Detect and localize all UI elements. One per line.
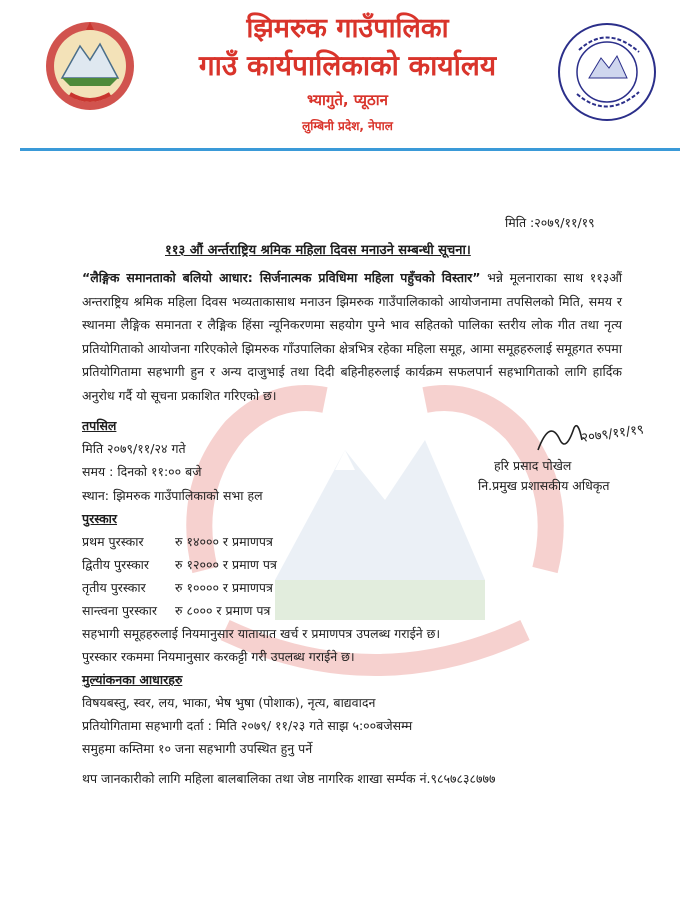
contact-info: थप जानकारीको लागि महिला बालबालिका तथा जेष्ठ नागरिक शाखा सर्म्पक नं.९८५७८३८७७७ <box>82 771 496 786</box>
notice-subject: ११३ औं अर्न्तराष्ट्रिय श्रमिक महिला दिवस मनाउने सम्बन्धी सूचना। <box>165 243 471 258</box>
prize-label: तृतीय पुरस्कार <box>82 580 146 595</box>
office-address: भ्यागुते, प्यूठान <box>307 91 388 109</box>
municipality-seal-icon <box>555 20 659 124</box>
details-heading: तपसिल <box>82 418 117 433</box>
prize-label: सान्त्वना पुरस्कार <box>82 603 157 618</box>
office-title-line2: गाउँ कार्यपालिकाको कार्यालय <box>198 49 497 82</box>
prize-note-tax: पुरस्कार रकममा नियमानुसार करकट्टी गरी उपलब्ध गराईने छ। <box>82 649 355 664</box>
signatory-name: हरि प्रसाद पोखेल <box>494 458 572 473</box>
prize-note-transport: सहभागी समूहहरुलाई नियमानुसार यातायात खर्च र प्रमाणपत्र उपलब्ध गराईने छ। <box>82 626 441 641</box>
prize-label: प्रथम पुरस्कार <box>82 534 144 549</box>
registration-deadline: प्रतियोगितामा सहभागी दर्ता : मिति २०७९/ ११/२३ गते साझ ५:००बजेसम्म <box>82 718 413 733</box>
prize-value: रु १०००० र प्रमाणपत्र <box>175 580 273 595</box>
office-title-line1: झिमरुक गाउँपालिका <box>246 13 449 44</box>
signatory-designation: नि.प्रमुख प्रशासकीय अधिकृत <box>478 478 610 493</box>
notice-date: मिति :२०७९/११/१९ <box>505 215 595 230</box>
signature-icon <box>530 410 660 460</box>
minimum-participants: समुहमा कम्तिमा १० जना सहभागी उपस्थित हुनु पर्ने <box>82 741 313 756</box>
prizes-heading: पुरस्कार <box>82 511 118 526</box>
prize-value: रु १२००० र प्रमाण पत्र <box>175 557 277 572</box>
header-divider <box>20 148 680 151</box>
prize-label: द्वितीय पुरस्कार <box>82 557 150 572</box>
prize-value: रु ८००० र प्रमाण पत्र <box>175 603 271 618</box>
prize-value: रु १४००० र प्रमाणपत्र <box>175 534 273 549</box>
criteria-line: विषयबस्तु, स्वर, लय, भाका, भेष भुषा (पोशाक), नृत्य, बाद्यवादन <box>82 695 376 710</box>
notice-body-text: भन्ने मूलनाराका साथ ११३औं अन्तराष्ट्रिय श्रमिक महिला दिवस भव्यताकासाथ मनाउन झिमरुक गाउँपालिकाको आयोजनामा तपसिलको मिति, समय र स्थानमा लैङ्गिक समानता र लैङ्गिक हिंसा न्यूनिकरणमा सहयोग पुग्ने भाव सहितको पालिका स्तरीय लोक गीत तथा नृत्य प्रतियोगिताको आयोजना गरिएकोले झिमरुक गाँउपालिका क्षेत्रभित्र रहेका महिला समूह, आमा समूहहरुलाई समूहगत रुपमा प्रतियोगितामा सहभागी हुन र अन्य दाजुभाई तथा दिदी बहिनीहरुलाई कार्यक्रम सफलपार्न सहभागिताको लागि हार्दिक अनुरोध गर्दै यो सूचना प्रकाशित गरिएको छ। <box>82 270 622 403</box>
notice-body <box>82 266 622 408</box>
event-venue: स्थान: झिमरुक गाउँपालिकाको सभा हल <box>82 488 263 503</box>
campaign-slogan: “लैङ्गिक समानताको बलियो आधार: सिर्जनात्मक प्रविधिमा महिला पहुँचको विस्तार” <box>82 270 481 285</box>
office-province: लुम्बिनी प्रदेश, नेपाल <box>302 119 393 133</box>
event-time: समय : दिनको ११:०० बजे <box>82 464 202 479</box>
event-date: मिति २०७९/११/२४ गते <box>82 441 186 456</box>
criteria-heading: मुल्यांकनका आधारहरु <box>82 672 183 687</box>
signature-date-scribble: २०७९/११/१९ <box>580 422 645 446</box>
nepal-emblem-icon <box>40 16 140 116</box>
